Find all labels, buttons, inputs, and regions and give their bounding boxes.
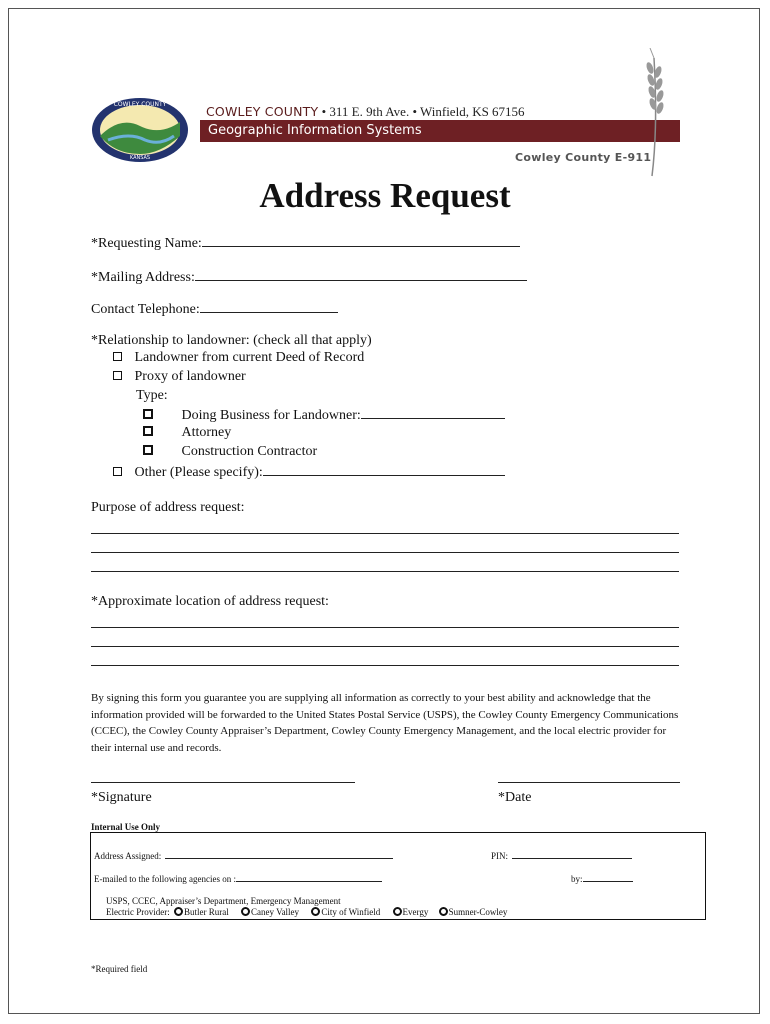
county-seal-logo xyxy=(90,96,190,164)
provider-butler-rural: Butler Rural xyxy=(183,907,229,917)
emailed-label: E-mailed to the following agencies on : xyxy=(94,874,236,884)
seal-bottom-text: KANSAS xyxy=(129,155,151,161)
date-label: *Date xyxy=(498,790,532,805)
mailing-address-row xyxy=(91,268,527,286)
electric-provider-row xyxy=(106,907,507,917)
dba-checkbox[interactable] xyxy=(143,409,153,419)
contact-telephone-label: Contact Telephone: xyxy=(91,302,200,317)
location-line-2[interactable] xyxy=(91,646,679,647)
emailed-date-input[interactable] xyxy=(236,872,382,882)
pin-input[interactable] xyxy=(512,849,632,859)
provider-evergy: Evergy xyxy=(402,907,429,917)
seal-top-text: COWLEY COUNTY xyxy=(113,101,167,108)
radio-sumner-cowley[interactable] xyxy=(439,907,448,916)
provider-sumner-cowley: Sumner-Cowley xyxy=(448,907,508,917)
by-label: by: xyxy=(571,874,583,884)
header-banner xyxy=(200,120,680,142)
type-label: Type: xyxy=(136,388,168,403)
signature-line[interactable] xyxy=(91,782,355,783)
purpose-label: Purpose of address request: xyxy=(91,500,245,515)
internal-use-heading: Internal Use Only xyxy=(91,822,161,832)
page-title: Address Request xyxy=(259,176,511,215)
requesting-name-input[interactable] xyxy=(202,234,520,247)
contractor-label: Construction Contractor xyxy=(181,444,318,459)
radio-caney-valley[interactable] xyxy=(241,907,250,916)
purpose-line-1[interactable] xyxy=(91,533,679,534)
location-line-3[interactable] xyxy=(91,665,679,666)
address-assigned-label: Address Assigned: xyxy=(94,851,162,861)
radio-butler-rural[interactable] xyxy=(174,907,183,916)
mailing-address-label: *Mailing Address: xyxy=(91,270,195,285)
address-assigned-row xyxy=(94,849,393,861)
wheat-icon xyxy=(630,48,670,178)
purpose-line-3[interactable] xyxy=(91,571,679,572)
signature-label: *Signature xyxy=(91,790,152,805)
radio-evergy[interactable] xyxy=(393,907,402,916)
address-assigned-input[interactable] xyxy=(165,849,393,859)
type-dba-row xyxy=(143,406,505,424)
provider-city-of-winfield: City of Winfield xyxy=(321,907,381,917)
attorney-checkbox[interactable] xyxy=(143,426,153,436)
radio-city-of-winfield[interactable] xyxy=(311,907,320,916)
date-line[interactable] xyxy=(498,782,680,783)
landowner-checkbox[interactable] xyxy=(113,352,122,361)
electric-provider-label: Electric Provider: xyxy=(106,907,170,917)
header-e911: Cowley County E-911 xyxy=(515,151,652,164)
mailing-address-input[interactable] xyxy=(195,268,527,281)
disclaimer-text: By signing this form you guarantee you are supplying all information as correctly to your best ability and acknowledge that the information provided will be forwarded to the United States Postal Service (USPS), the Cowley County Emergency Communications (CCEC), the Cowley County Appraiser’s Department, Cowley County Emergency Management, and the local electric provider for their internal use and records. xyxy=(91,692,679,754)
by-input[interactable] xyxy=(583,872,633,882)
dba-input[interactable] xyxy=(361,406,505,419)
other-input[interactable] xyxy=(263,463,505,476)
landowner-label: Landowner from current Deed of Record xyxy=(134,350,365,365)
purpose-line-2[interactable] xyxy=(91,552,679,553)
attorney-label: Attorney xyxy=(181,425,232,440)
pin-label: PIN: xyxy=(491,851,509,861)
header-address: • 311 E. 9th Ave. • Winfield, KS 67156 xyxy=(318,104,525,119)
option-other-row xyxy=(113,463,505,481)
agencies-text: USPS, CCEC, Appraiser’s Department, Emergency Management xyxy=(106,896,341,906)
option-proxy-row xyxy=(113,369,246,385)
relationship-label: *Relationship to landowner: (check all that apply) xyxy=(91,333,372,348)
other-checkbox[interactable] xyxy=(113,467,122,476)
emailed-row xyxy=(94,872,382,884)
proxy-checkbox[interactable] xyxy=(113,371,122,380)
pin-row xyxy=(491,849,632,861)
contact-telephone-input[interactable] xyxy=(200,300,338,313)
type-contractor-row xyxy=(143,444,317,460)
header-address-line xyxy=(206,104,525,120)
option-landowner-row xyxy=(113,350,364,366)
header-county-name: COWLEY COUNTY xyxy=(206,104,319,119)
by-row xyxy=(571,872,633,884)
dba-label: Doing Business for Landowner: xyxy=(181,408,361,423)
proxy-label: Proxy of landowner xyxy=(134,369,246,384)
requesting-name-label: *Requesting Name: xyxy=(91,236,202,251)
location-line-1[interactable] xyxy=(91,627,679,628)
other-label: Other (Please specify): xyxy=(134,465,263,480)
contact-telephone-row xyxy=(91,300,338,318)
required-field-note: *Required field xyxy=(91,964,148,974)
contractor-checkbox[interactable] xyxy=(143,445,153,455)
location-label: *Approximate location of address request: xyxy=(91,594,329,609)
requesting-name-row xyxy=(91,234,520,252)
header-banner-text: Geographic Information Systems xyxy=(208,123,422,138)
provider-caney-valley: Caney Valley xyxy=(250,907,300,917)
type-attorney-row xyxy=(143,425,231,441)
